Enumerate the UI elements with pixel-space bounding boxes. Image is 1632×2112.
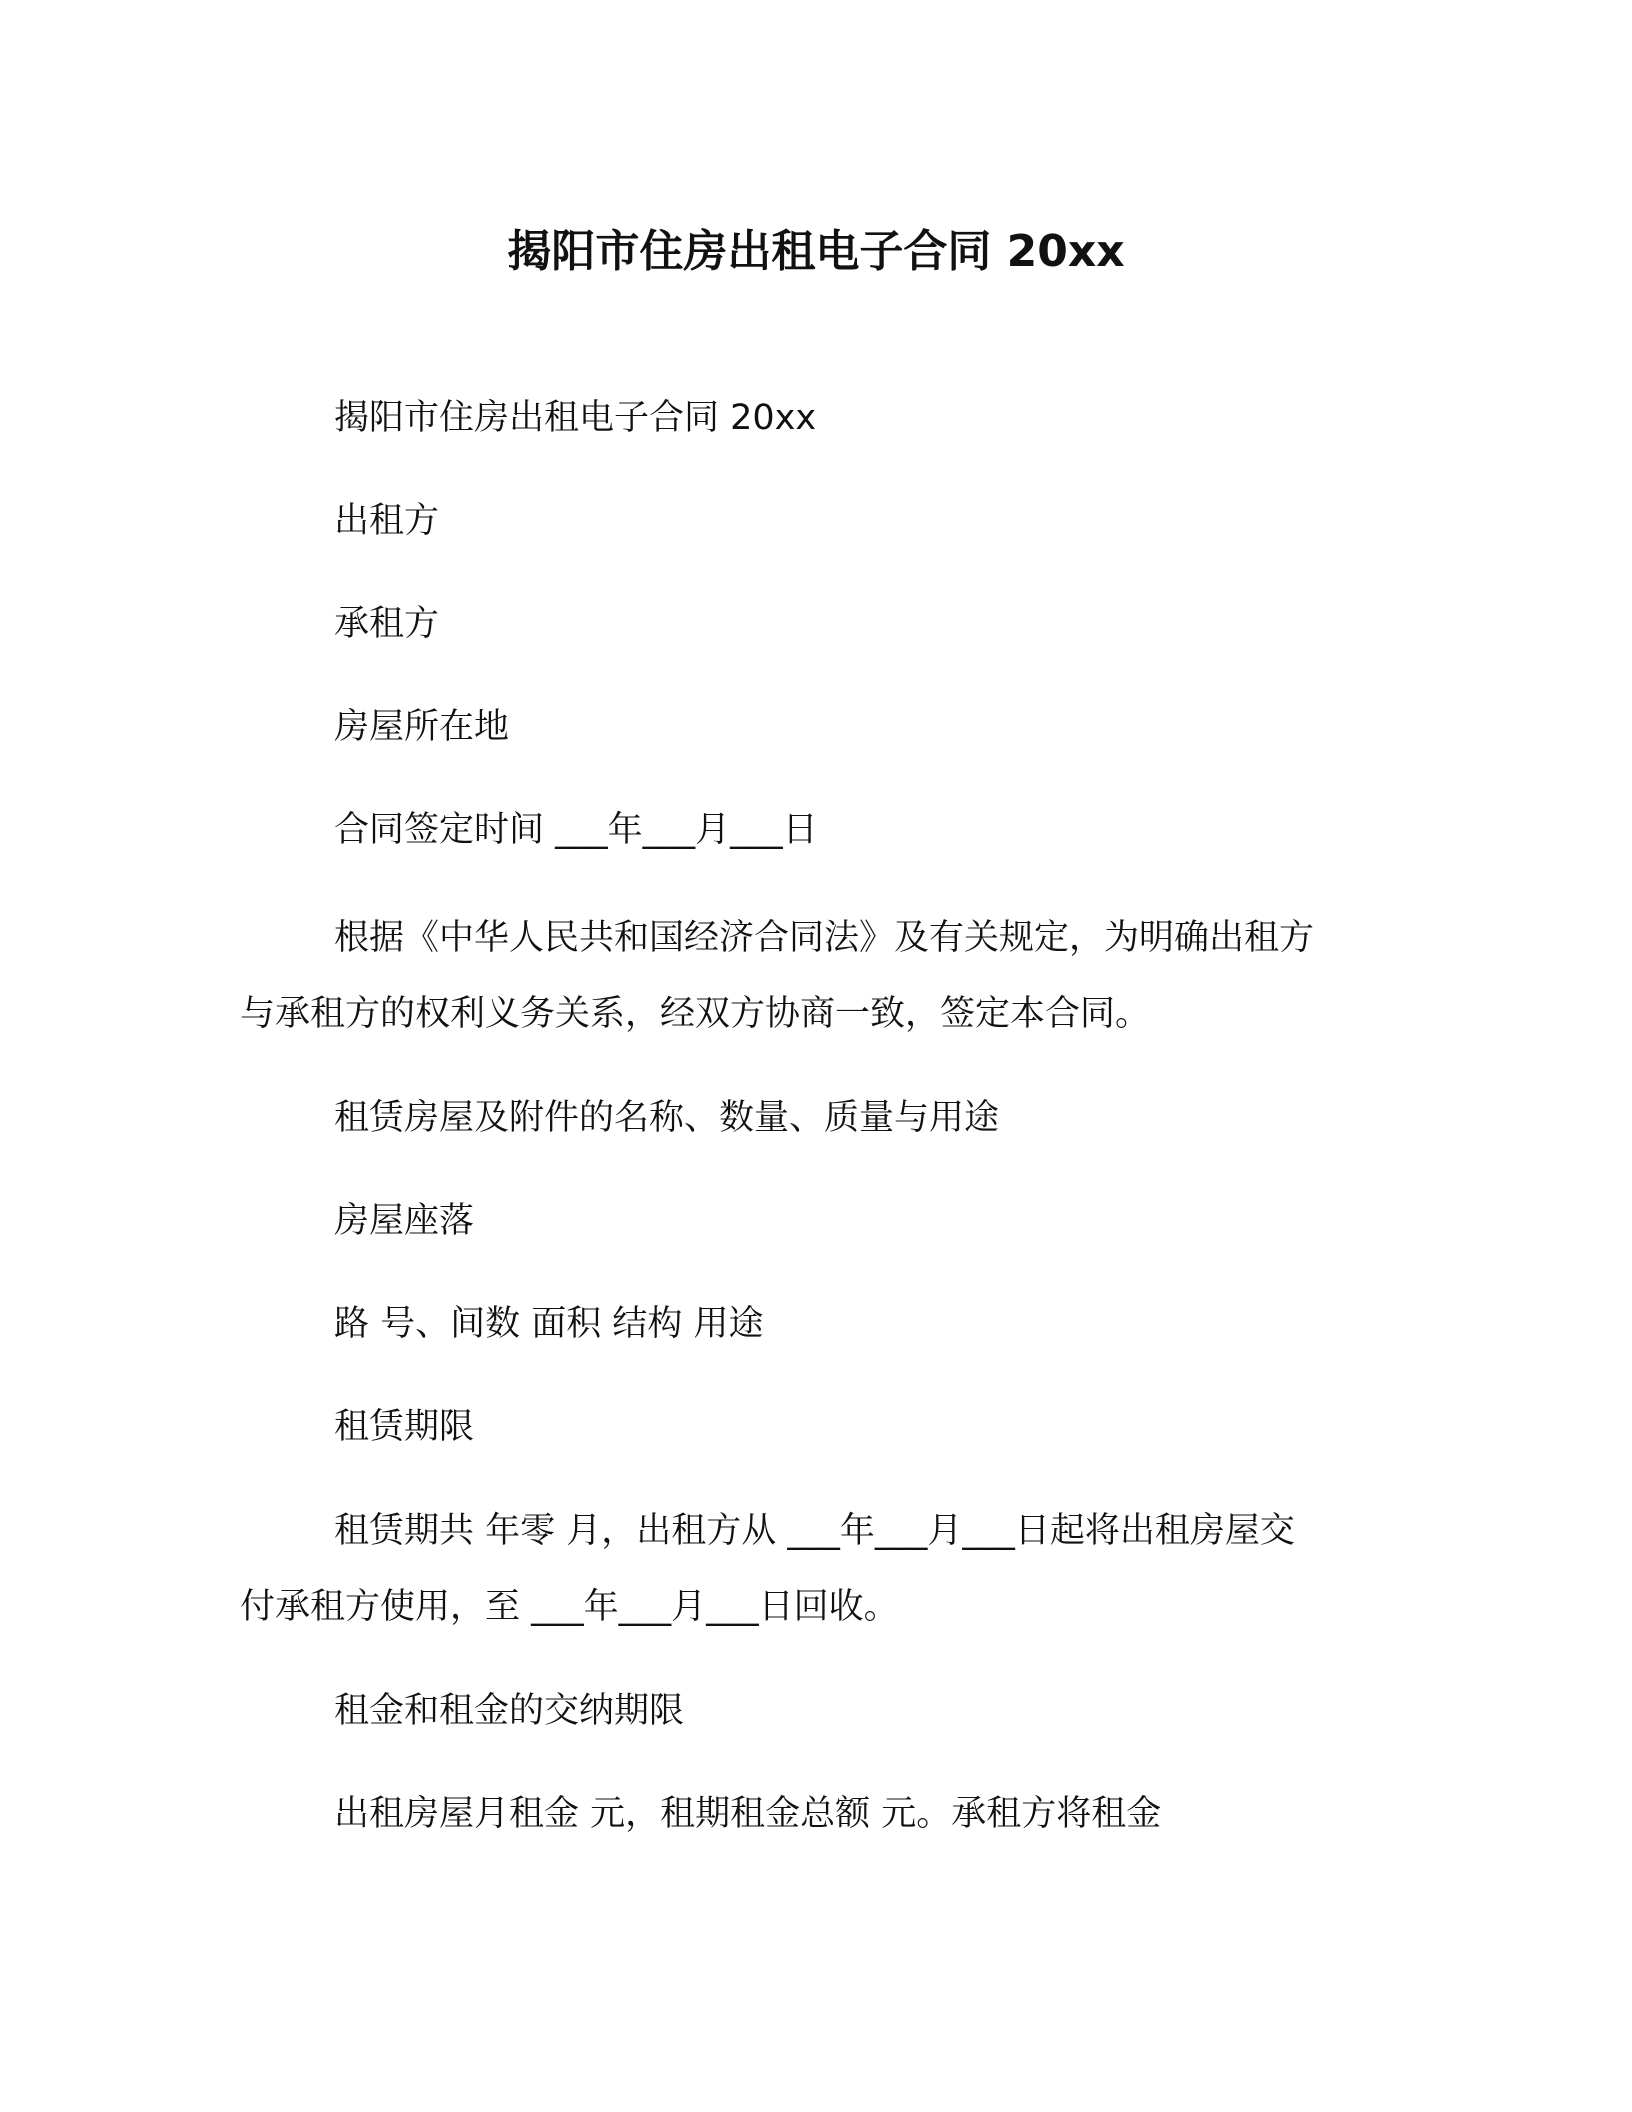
paragraph-line: 房屋所在地 bbox=[334, 707, 510, 747]
paragraph-term-details bbox=[240, 1493, 1390, 1645]
paragraph-line: 出租房屋月租金 元，租期租金总额 元。承租方将租金 bbox=[334, 1794, 1162, 1834]
paragraph-property-heading bbox=[240, 1080, 1390, 1156]
paragraph-subtitle bbox=[240, 380, 1390, 456]
paragraph-property-address bbox=[240, 1183, 1390, 1259]
paragraph-line: 出租方 bbox=[334, 501, 440, 541]
paragraph-line: 租金和租金的交纳期限 bbox=[334, 1691, 685, 1731]
paragraph-sign-date bbox=[240, 792, 1390, 868]
paragraph-property-details bbox=[240, 1286, 1390, 1362]
paragraph-preamble bbox=[240, 900, 1390, 1052]
document-title: 揭阳市住房出租电子合同 20xx bbox=[507, 226, 1125, 277]
paragraph-line: 付承租方使用，至 ___年___月___日回收。 bbox=[240, 1587, 899, 1627]
paragraph-line: 租赁房屋及附件的名称、数量、质量与用途 bbox=[334, 1098, 1000, 1138]
paragraph-rent-details bbox=[240, 1776, 1390, 1852]
paragraph-lessor bbox=[240, 483, 1390, 559]
paragraph-line: 合同签定时间 ___年___月___日 bbox=[334, 810, 818, 850]
paragraph-line: 承租方 bbox=[334, 604, 440, 644]
paragraph-line: 租赁期共 年零 月，出租方从 ___年___月___日起将出租房屋交 bbox=[334, 1511, 1295, 1551]
paragraph-lessee bbox=[240, 586, 1390, 662]
paragraph-line: 房屋座落 bbox=[334, 1201, 475, 1241]
paragraph-line: 租赁期限 bbox=[334, 1407, 475, 1447]
paragraph-term-heading bbox=[240, 1389, 1390, 1465]
paragraph-line: 根据《中华人民共和国经济合同法》及有关规定，为明确出租方 bbox=[334, 918, 1315, 958]
paragraph-line: 揭阳市住房出租电子合同 20xx bbox=[334, 398, 817, 438]
paragraph-location bbox=[240, 689, 1390, 765]
paragraph-line: 路 号、间数 面积 结构 用途 bbox=[334, 1304, 764, 1344]
paragraph-line: 与承租方的权利义务关系，经双方协商一致，签定本合同。 bbox=[240, 994, 1151, 1034]
paragraph-rent-heading bbox=[240, 1673, 1390, 1749]
